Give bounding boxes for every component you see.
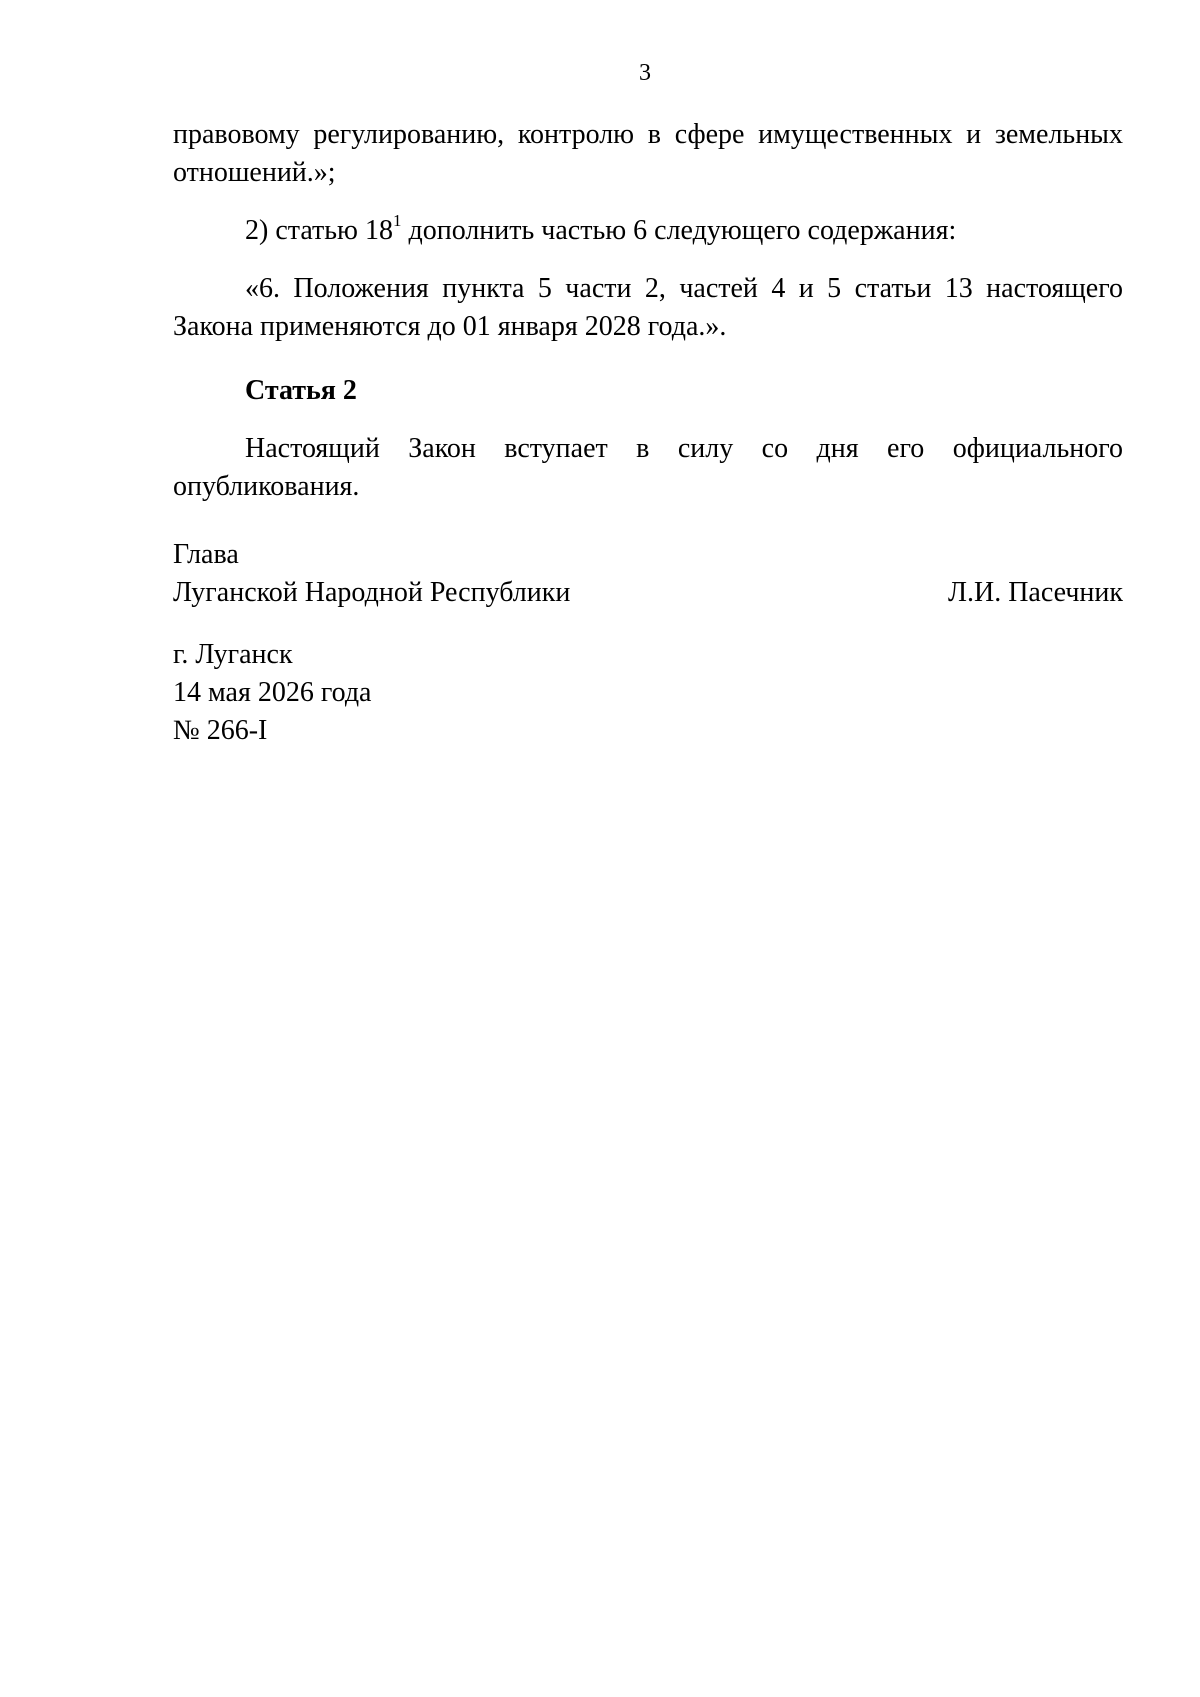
item-2-text-end: дополнить частью 6 следующего содержания: [401, 215, 957, 246]
article-2-heading: Статья 2 [245, 375, 357, 406]
signatory-name: Л.И. Пасечник [947, 577, 1123, 608]
signatory-title-line-1: Глава [173, 539, 239, 570]
article-2-line-2: опубликования. [173, 471, 360, 502]
quoted-amendment-line-1: «6. Положения пункта 5 части 2, частей 4 и 5 статьи 13 настоящего [245, 273, 1123, 304]
item-2-text-start: 2) статью 18 [245, 215, 393, 246]
quoted-amendment-line-2: Закона применяются до 01 января 2028 года.». [173, 311, 727, 342]
law-number: № 266-I [173, 715, 268, 746]
item-2-paragraph [173, 212, 1123, 250]
quoted-amendment [173, 270, 1123, 346]
signatory-title-line-2: Луганской Народной Республики [173, 577, 571, 608]
page-number: 3 [639, 60, 651, 86]
signature-block [173, 536, 1123, 612]
signature-line [173, 574, 1123, 612]
document-body [173, 116, 1123, 750]
signing-date: 14 мая 2026 года [173, 677, 372, 708]
law-details [173, 636, 1123, 750]
article-2-text [173, 430, 1123, 506]
item-2-superscript: 1 [392, 210, 402, 230]
city: г. Луганск [173, 639, 293, 670]
continuation-paragraph: правовому регулированию, контролю в сфере имущественных и земельных отношений.»; [173, 119, 1123, 188]
article-2-line-1: Настоящий Закон вступает в силу со дня его официального [245, 433, 1123, 464]
